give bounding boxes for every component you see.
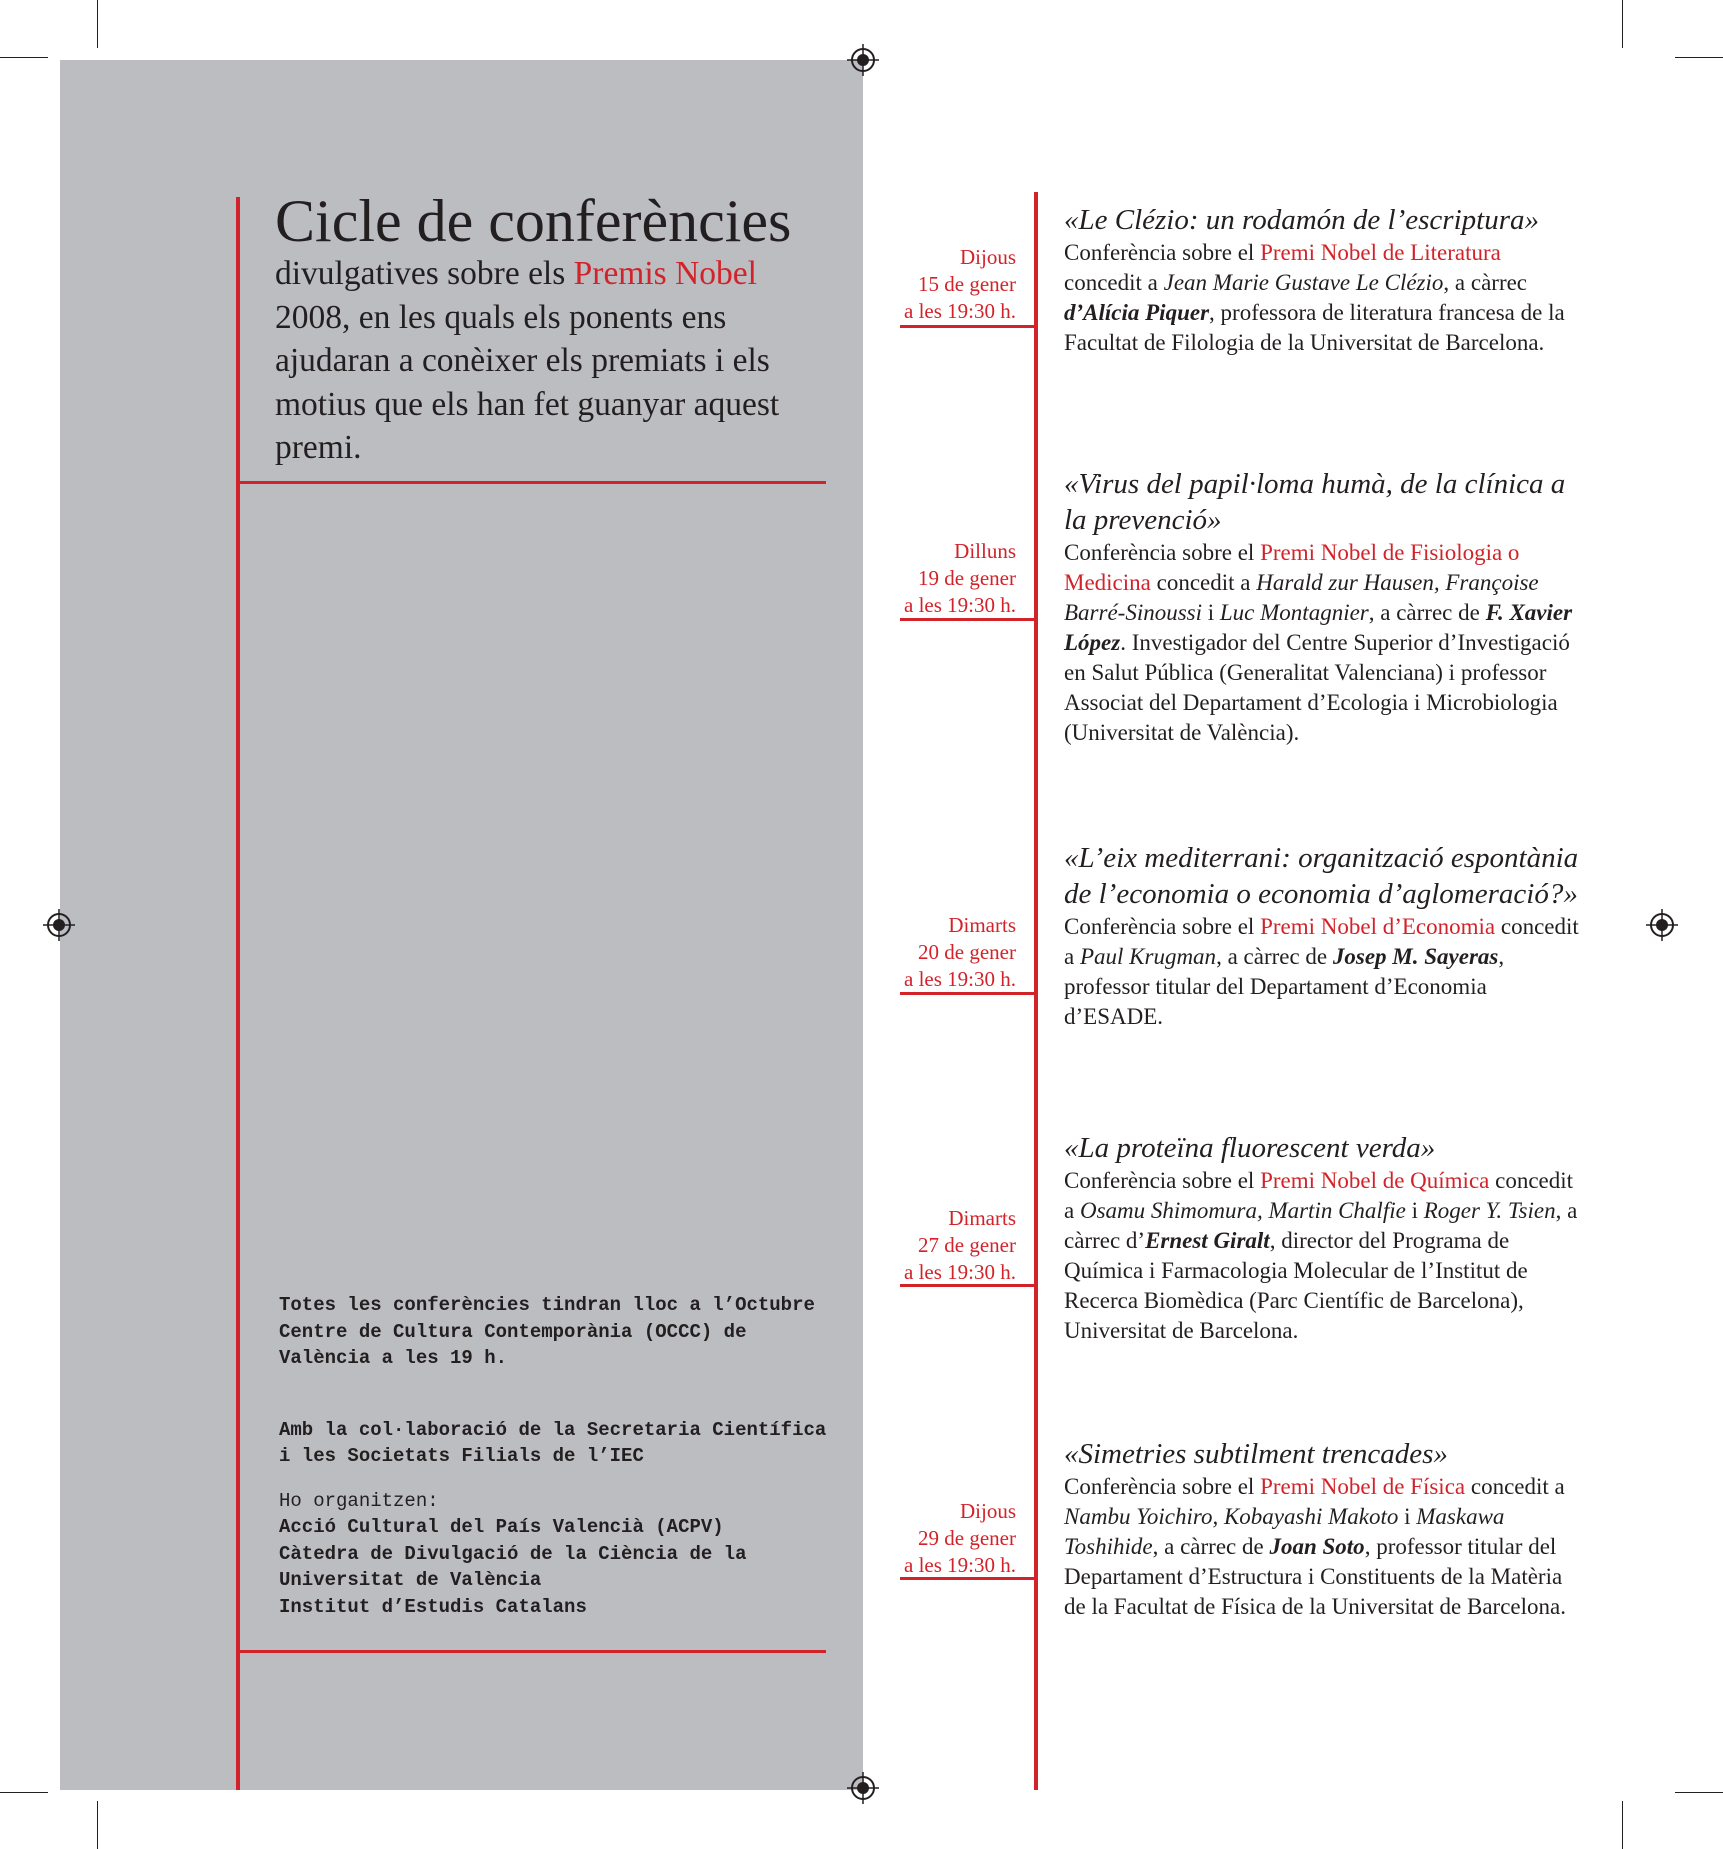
date-time: a les 19:30 h. <box>904 1260 1016 1284</box>
crop-mark <box>1675 57 1723 58</box>
organizer-item: Acció Cultural del País Valencià (ACPV) <box>279 1516 724 1538</box>
conference-entry <box>1064 466 1584 748</box>
date-time: a les 19:30 h. <box>904 1553 1016 1577</box>
crop-mark <box>97 1801 98 1849</box>
registration-mark-icon <box>847 1772 879 1804</box>
prize-name: Premi Nobel de Fisiologia o Medicina <box>1064 540 1520 595</box>
conference-date <box>816 538 1016 619</box>
conference-title: «L’eix mediterrani: organització espontània de l’economia o economia d’aglomeració?» <box>1064 842 1579 910</box>
speaker-name: F. Xavier López <box>1064 600 1573 655</box>
intro-highlight: Premis Nobel <box>573 255 757 292</box>
speaker-name: Josep M. Sayeras <box>1332 944 1499 969</box>
laureates: Jean Marie Gustave Le Clézio <box>1163 270 1444 295</box>
laureates: Roger Y. Tsien <box>1423 1198 1556 1223</box>
crop-mark <box>1622 1801 1623 1849</box>
date-day: Dilluns <box>954 539 1016 563</box>
prize-name: Premi Nobel de Física <box>1260 1474 1466 1499</box>
laureates: Osamu Shimomura, Martin Chalfie <box>1079 1198 1406 1223</box>
crop-mark <box>1675 1792 1723 1793</box>
conference-title: «Virus del papil·loma humà, de la clínica a la prevenció» <box>1064 468 1566 536</box>
conference-description: Conferència sobre el Premi Nobel d’Economia concedit a Paul Krugman, a càrrec de Josep M. Sayeras, professor titular del Departament d’Economia d’ESADE. <box>1064 914 1579 1029</box>
date-day: Dimarts <box>948 913 1016 937</box>
conference-entry <box>1064 202 1584 358</box>
crop-mark <box>97 0 98 48</box>
crop-mark <box>0 57 48 58</box>
laureates: Maskawa Toshihide <box>1064 1504 1505 1559</box>
laureates: Harald zur Hausen, Françoise Barré-Sinoussi <box>1064 570 1539 625</box>
speaker-name: d’Alícia Piquer <box>1064 300 1210 325</box>
date-time: a les 19:30 h. <box>904 593 1016 617</box>
conference-description: Conferència sobre el Premi Nobel de Física concedit a Nambu Yoichiro, Kobayashi Makoto i Maskawa Toshihide, a càrrec de Joan Soto, professor titular del Departament d’Estructura i Constituents de la Matèria de la Facultat de Física de la Universitat de Barcelona. <box>1064 1474 1566 1619</box>
prize-name: Premi Nobel de Química <box>1260 1168 1490 1193</box>
speaker-name: Ernest Giralt <box>1145 1228 1270 1253</box>
conference-title: «La proteïna fluorescent verda» <box>1064 1132 1436 1164</box>
footer-notes <box>279 1292 839 1620</box>
title-underline-rule <box>236 481 826 484</box>
organizers-label: Ho organitzen: <box>279 1489 439 1512</box>
date-date: 27 de gener <box>918 1233 1016 1257</box>
date-date: 19 de gener <box>918 566 1016 590</box>
date-time: a les 19:30 h. <box>904 299 1016 323</box>
intro-text <box>275 252 835 470</box>
conference-description: Conferència sobre el Premi Nobel de Fisiologia o Medicina concedit a Harald zur Hausen, Françoise Barré-Sinoussi i Luc Montagnier, a càrrec de F. Xavier López. Investigador del Centre Superior d’Investigació en Salut Pública (Generalitat Valenciana) i professor Associat del Departament d’Ecologia i Microbiologia (Universitat de València). <box>1064 540 1573 745</box>
prize-name: Premi Nobel de Literatura <box>1260 240 1501 265</box>
date-date: 15 de gener <box>918 272 1016 296</box>
conference-date <box>816 1498 1016 1579</box>
timeline-vertical-rule <box>1034 192 1038 1790</box>
collaboration-note: Amb la col·laboració de la Secretaria Científica i les Societats Filials de l’IEC <box>279 1418 827 1467</box>
venue-note: Totes les conferències tindran lloc a l’Octubre Centre de Cultura Contemporània (OCCC) de València a les 19 h. <box>279 1294 815 1369</box>
date-day: Dijous <box>959 245 1016 269</box>
intro-text-end: 2008, en les quals els ponents ens ajudaran a conèixer els premiats i els motius que els han fet guanyar aquest premi. <box>275 298 780 466</box>
conference-entry <box>1064 1130 1584 1346</box>
registration-mark-icon <box>847 44 879 76</box>
date-date: 20 de gener <box>918 940 1016 964</box>
organizer-item: Càtedra de Divulgació de la Ciència de la Universitat de València <box>279 1542 747 1591</box>
conference-date <box>816 1205 1016 1286</box>
conference-date <box>816 912 1016 993</box>
intro-text-start: divulgatives sobre els <box>275 255 574 292</box>
date-day: Dijous <box>959 1499 1016 1523</box>
page-title: Cicle de conferències <box>275 188 792 254</box>
footer-rule <box>236 1650 826 1653</box>
laureates: Paul Krugman <box>1079 944 1217 969</box>
crop-mark <box>1622 0 1623 48</box>
crop-mark <box>0 1792 48 1793</box>
date-date: 29 de gener <box>918 1526 1016 1550</box>
laureates: Luc Montagnier <box>1219 600 1369 625</box>
conference-title: «Simetries subtilment trencades» <box>1064 1438 1448 1470</box>
registration-mark-icon <box>43 909 75 941</box>
laureates: Nambu Yoichiro, Kobayashi Makoto <box>1064 1504 1399 1529</box>
conference-description: Conferència sobre el Premi Nobel de Química concedit a Osamu Shimomura, Martin Chalfie i Roger Y. Tsien, a càrrec d’Ernest Giralt, director del Programa de Química i Farmacologia Molecular de l’Institut de Recerca Biomèdica (Parc Científic de Barcelona), Universitat de Barcelona. <box>1064 1168 1578 1343</box>
conference-description: Conferència sobre el Premi Nobel de Literatura concedit a Jean Marie Gustave Le Clézio, a càrrec d’Alícia Piquer, professora de literatura francesa de la Facultat de Filologia de la Universitat de Barcelona. <box>1064 240 1565 355</box>
date-rule <box>900 325 1034 328</box>
conference-entry <box>1064 840 1584 1032</box>
date-time: a les 19:30 h. <box>904 967 1016 991</box>
conference-title: «Le Clézio: un rodamón de l’escriptura» <box>1064 204 1539 236</box>
date-day: Dimarts <box>948 1206 1016 1230</box>
speaker-name: Joan Soto <box>1269 1534 1365 1559</box>
left-vertical-rule <box>236 197 240 1790</box>
organizer-item: Institut d’Estudis Catalans <box>279 1595 587 1618</box>
prize-name: Premi Nobel d’Economia <box>1260 914 1496 939</box>
conference-date <box>816 244 1016 325</box>
conference-entry <box>1064 1436 1584 1622</box>
registration-mark-icon <box>1646 909 1678 941</box>
